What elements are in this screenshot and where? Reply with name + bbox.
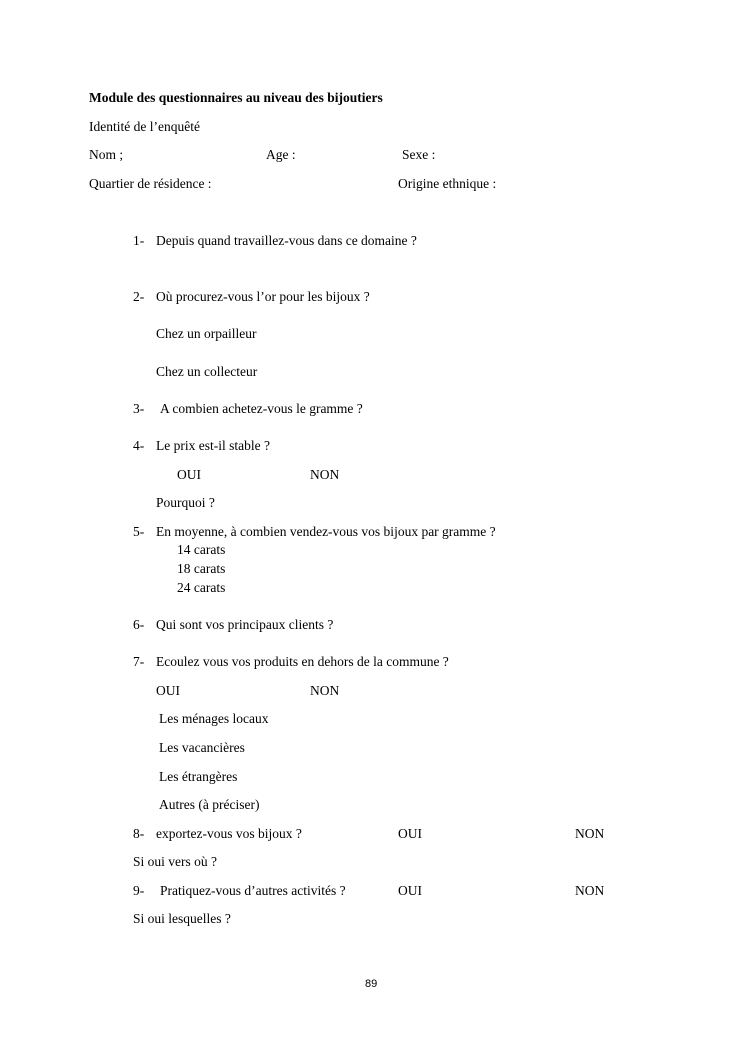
q7-number: 7- (133, 654, 145, 669)
nom-label: Nom ; (89, 147, 124, 162)
q1-number: 1- (133, 233, 145, 248)
q4-non: NON (310, 467, 340, 482)
q7-text: Ecoulez vous vos produits en dehors de la commune ? (156, 654, 449, 669)
q7-option-menages: Les ménages locaux (159, 711, 269, 726)
q5-text: En moyenne, à combien vendez-vous vos bijoux par gramme ? (156, 524, 496, 539)
q8-text: exportez-vous vos bijoux ? (156, 826, 302, 841)
q4-oui: OUI (177, 467, 201, 482)
q2-number: 2- (133, 289, 145, 304)
q7-oui: OUI (156, 683, 180, 698)
page-number: 89 (365, 978, 378, 990)
q5-option-24-carats: 24 carats (177, 580, 226, 595)
q7-option-autres: Autres (à préciser) (159, 797, 260, 812)
q8-oui: OUI (398, 826, 422, 841)
q8-non: NON (575, 826, 605, 841)
q6-number: 6- (133, 617, 145, 632)
q2-text: Où procurez-vous l’or pour les bijoux ? (156, 289, 370, 304)
q9-text: Pratiquez-vous d’autres activités ? (160, 883, 346, 898)
q7-non: NON (310, 683, 340, 698)
q3-number: 3- (133, 401, 145, 416)
q2-option-orpailleur: Chez un orpailleur (156, 326, 257, 341)
q4-text: Le prix est-il stable ? (156, 438, 270, 453)
identity-label: Identité de l’enquêté (89, 119, 200, 134)
q9-number: 9- (133, 883, 145, 898)
sexe-label: Sexe : (402, 147, 436, 162)
q7-option-vacancieres: Les vacancières (159, 740, 245, 755)
age-label: Age : (266, 147, 296, 162)
q8-followup: Si oui vers où ? (133, 854, 217, 869)
q1-text: Depuis quand travaillez-vous dans ce domaine ? (156, 233, 417, 248)
q4-pourquoi: Pourquoi ? (156, 495, 215, 510)
q5-option-14-carats: 14 carats (177, 542, 226, 557)
q9-followup: Si oui lesquelles ? (133, 911, 231, 926)
q6-text: Qui sont vos principaux clients ? (156, 617, 334, 632)
q9-oui: OUI (398, 883, 422, 898)
q2-option-collecteur: Chez un collecteur (156, 364, 258, 379)
q3-text: A combien achetez-vous le gramme ? (160, 401, 363, 416)
q4-number: 4- (133, 438, 145, 453)
q5-option-18-carats: 18 carats (177, 561, 226, 576)
origine-label: Origine ethnique : (398, 176, 497, 191)
q7-option-etrangeres: Les étrangères (159, 769, 238, 784)
quartier-label: Quartier de résidence : (89, 176, 212, 191)
q5-number: 5- (133, 524, 145, 539)
q9-non: NON (575, 883, 605, 898)
q8-number: 8- (133, 826, 145, 841)
document-title: Module des questionnaires au niveau des bijoutiers (89, 90, 383, 105)
